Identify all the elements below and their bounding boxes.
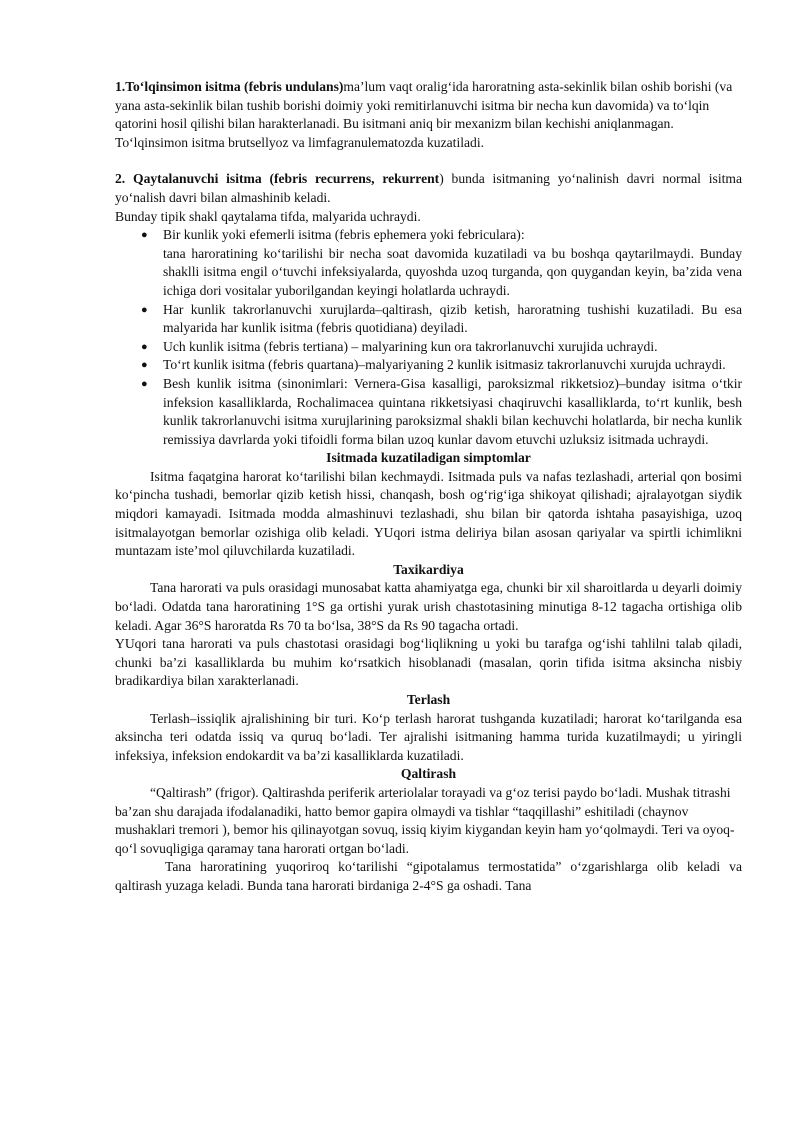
section-recurrent-fever [115,170,742,207]
paragraph: Isitma faqatgina harorat ko‘tarilishi bilan kechmaydi. Isitmada puls va nafas tezlashadi, arterial qon bosimi ko‘pincha tushadi, bemorlar qizib ketish hissi, chanqash, bosh og‘rig‘iga shikoyat qilishadi; ajralayotgan siydik miqdori kamayadi. Isitmada modda almashinuvi tezlashadi, shu bilan bir qatorda ishtaha pasayishiga, uzoq isitmalayotgan bemorlar ozishiga olib keladi. YUqori istma deliriya bilan asosan qariyalar va spirtli ichimlikni muntazam iste’mol qiluvchilarda kuzatiladi. [115,468,742,559]
list-item-text: Har kunlik takrorlanuvchi xurujlarda–qaltirash, qizib ketish, haroratning tushishi kuzatiladi. Bu esa malyarida har kunlik isitma (febris quotidiana) deyiladi. [163,301,742,336]
list-item-text: Uch kunlik isitma (febris tertiana) – malyarining kun ora takrorlanuvchi xurujida uchraydi. [163,338,658,354]
section-text: ) bunda isitmaning yo‘nalinish davri normal isitma yo‘nalish davri bilan almashinib keladi. [115,171,742,205]
section-title: 2. Qaytalanuvchi isitma (febris recurrens, rekurrent [115,171,440,187]
bullet-icon: ● [141,229,148,242]
paragraph: “Qaltirash” (frigor). Qaltirashda periferik arteriolalar torayadi va g‘oz terisi paydo bo‘ladi. Mushak titrashi ba’zan shu darajada ifodalanadiki, hatto bemor gapira olmaydi va tishlar “taqqillashi” eshitiladi (chaynov mushaklari tremori ), bemor his qilinayotgan sovuq, issiq kiyim kiygandan keyin ham yo‘qolmaydi. Teri va oyoq- qo‘l sovuqligiga qaramay tana harorati ortgan bo‘ladi. [115,784,735,856]
list-item-continuation: tana haroratining ko‘tarilishi bir necha soat davomida kuzatiladi va bu boshqa qaytarilmaydi. Bunday shaklli isitma engil o‘tuvchi infeksiyalarda, quyoshda uzoq turganda, qon quygandan keyin, ba’zida vena ichiga dori vositalar yuborilgandan keyingi holatlarda uchraydi. [163,245,742,298]
section-undulant-fever [115,78,742,152]
paragraph: Tana haroratining yuqoriroq ko‘tarilishi “gipotalamus termostatida” o‘zgarishlarga olib keladi va qaltirash yuzaga keladi. Bunda tana harorati birdaniga 2-4°S ga oshadi. Tana [115,859,742,893]
list-item [115,375,742,449]
paragraph: Tana harorati va puls orasidagi munosabat katta ahamiyatga ega, chunki bir xil sharoitlarda u deyarli doimiy bo‘ladi. Odatda tana haroratining 1°S ga ortishi yurak urish chastotasining minutiga 8-12 tagacha ortishiga olib keladi. Agar 36°S haroratda Rs 70 ta bo‘lsa, 38°S da Rs 90 tagacha ortadi. [115,580,742,633]
heading-symptoms: Isitmada kuzatiladigan simptomlar [326,450,531,466]
list-item-text: Bir kunlik yoki efemerli isitma (febris ephemera yoki febricularа): [163,227,525,243]
list-item-text: To‘rt kunlik isitma (febris quartana)–malyariyaning 2 kunlik isitmasiz takrorlanuvchi xurujda uchraydi. [163,357,726,373]
section-title: 1.To‘lqinsimon isitma (febris undulans) [115,79,344,94]
paragraph: YUqori tana harorati va puls chastotasi orasidagi bog‘liqlikning u yoki bu tarafga og‘ishi tahlilni talab qiladi, chunki ba’zi kasalliklarda bu muhim ko‘rsatkich hisoblanadi (masalan, qorin tifida isitma aksincha nisbiy bradikardiya bilan xarakterlanadi. [115,636,742,689]
spacer [115,152,742,170]
list-item [115,226,742,300]
paragraph: Bunday tipik shakl qaytalama tifda, malyarida uchraydi. [115,208,421,224]
bullet-icon: ● [141,303,148,316]
section-text: ma’lum vaqt oralig‘ida haroratning asta-sekinlik bilan oshib borishi (va yana asta-sekinlik bilan tushib borishi doimiy yoki remitirlanuvchi isitma bir necha kun davomida) va to‘lqin qatorini hosil qilishi bilan harakterlanadi. Bu isitmani aniq bir mexanizm bilan kechishi aniqlanmagan. To‘lqinsimon isitma brutsellyoz va limfagranulematozda kuzatiladi. [115,79,733,150]
list-item [115,356,742,375]
fever-types-list [115,226,742,449]
document-page [115,78,742,896]
bullet-icon: ● [141,340,148,353]
bullet-icon: ● [141,359,148,372]
heading-tachycardia: Taxikardiya [393,561,464,577]
heading-sweating: Terlash [406,692,451,707]
list-item [115,338,742,357]
list-item [115,301,742,338]
heading-chills: Qaltirash [400,766,457,782]
bullet-icon: ● [141,377,148,390]
list-item-text: Besh kunlik isitma (sinonimlari: Vernera-Gisa kasalligi, paroksizmal rikketsioz)–bunday isitma o‘tkir infeksion kasalliklarda, Rochalimacea quintana rikketsiyasi chaqiruvchi kasalliklarda, to‘rt kunlik, besh kunlik takrorlanuvchi isitma xurujlarining paroksizmal shakli bilan kechuvchi holatlarda, bir necha kunlik remissiya davrlarda yoki tifoidli forma bilan uzoq kunlar davom etuvchi uzluksiz isitmada uchraydi. [163,375,742,447]
paragraph: Terlash–issiqlik ajralishining bir turi. Ko‘p terlash harorat tushganda kuzatiladi; harorat ko‘tarilganda esa aksincha teri odatda issiq va quruq bo‘ladi. Ter ajralishi isitmaning hamma turida kuzatilmaydi; u yiringli infeksiya, infeksion endokardit va ba’zi kasalliklarda kuzatiladi. [115,710,742,763]
